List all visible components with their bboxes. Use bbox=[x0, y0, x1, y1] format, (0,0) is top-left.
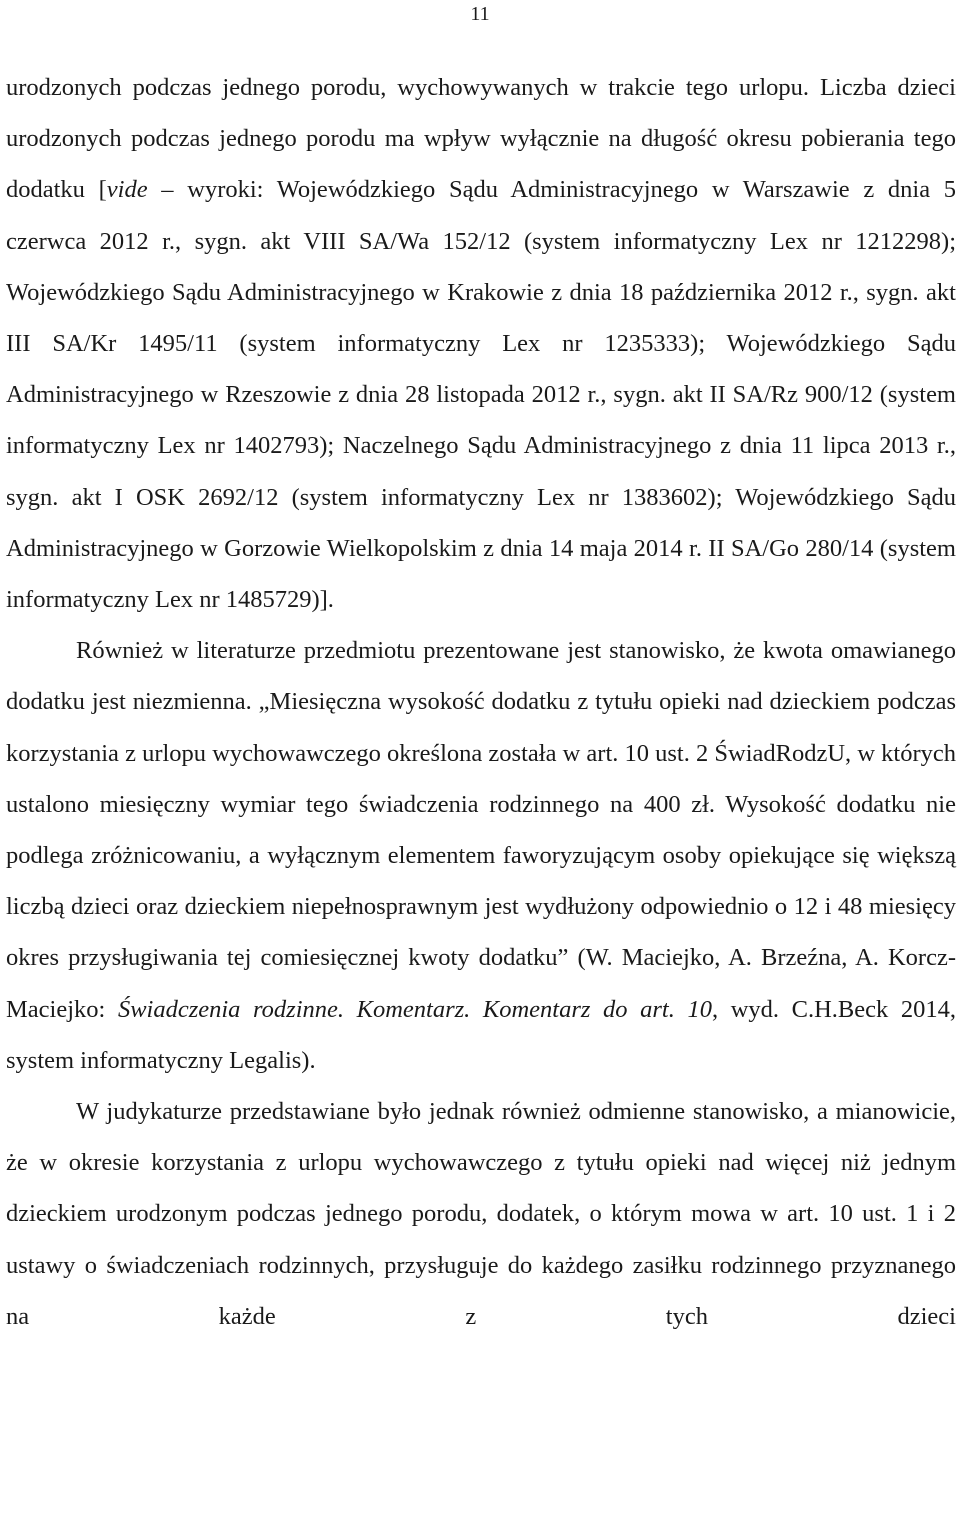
book-title: Świadczenia rodzinne. Komentarz. Komentarz do art. 10 bbox=[117, 995, 712, 1023]
paragraph-literature bbox=[6, 625, 956, 1086]
document-body bbox=[6, 62, 956, 1342]
paragraph-text: W judykaturze przedstawiane było jednak również odmienne stanowisko, a mianowicie, że w okresie korzystania z urlopu wychowawczego z tytułu opieki nad więcej niż jednym dzieckiem urodzonym podczas jednego porodu, dodatek, o którym mowa w art. 10 ust. 1 i 2 ustawy o świadczeniach rodzinnych, przysługuje do każdego zasiłku rodzinnego przyznanego na każde z tych dzieci bbox=[6, 1098, 956, 1330]
paragraph-text: Również w literaturze przedmiotu prezentowane jest stanowisko, że kwota omawianego dodatku jest niezmienna. „Miesięczna wysokość dodatku z tytułu opieki nad dzieckiem podczas korzystania z urlopu wychowawczego określona została w art. 10 ust. 2 ŚwiadRodzU, w których ustalono miesięczny wymiar tego świadczenia rodzinnego na 400 zł. Wysokość dodatku nie podlega zróżnicowaniu, a wyłącznym elementem faworyzującym osoby opiekujące się większą liczbą dzieci oraz dzieckiem niepełnosprawnym jest wydłużony odpowiednio o 12 i 48 miesięcy okres przysługiwania tej comiesięcznej kwoty dodatku” (W. Maciejko, A. Brzeźna, A. Korcz-Maciejko: bbox=[6, 637, 956, 1023]
paragraph-text: urodzonych podczas jednego porodu, wychowywanych w trakcie tego urlopu. Liczba dzieci urodzonych podczas jednego porodu ma wpływ wyłącznie na długość okresu pobierania tego dodatku [ bbox=[6, 74, 956, 204]
paragraph-court-rulings bbox=[6, 62, 956, 625]
page-number: 11 bbox=[470, 3, 490, 25]
paragraph-judicature bbox=[6, 1086, 956, 1342]
paragraph-text: – wyroki: Wojewódzkiego Sądu Administracyjnego w Warszawie z dnia 5 czerwca 2012 r., sygn. akt VIII SA/Wa 152/12 (system informatyczny Lex nr 1212298); Wojewódzkiego Sądu Administracyjnego w Krakowie z dnia 18 października 2012 r., sygn. akt III SA/Kr 1495/11 (system informatyczny Lex nr 1235333); Wojewódzkiego Sądu Administracyjnego w Rzeszowie z dnia 28 listopada 2012 r., sygn. akt II SA/Rz 900/12 (system informatyczny Lex nr 1402793); Naczelnego Sądu Administracyjnego z dnia 11 lipca 2013 r., sygn. akt I OSK 2692/12 (system informatyczny Lex nr 1383602); Wojewódzkiego Sądu Administracyjnego w Gorzowie Wielkopolskim z dnia 14 maja 2014 r. II SA/Go 280/14 (system informatyczny Lex nr 1485729)]. bbox=[6, 176, 957, 614]
paragraph-text: , wyd. C.H.Beck 2014, system informatyczny Legalis). bbox=[6, 995, 956, 1074]
italic-term-vide: vide bbox=[106, 176, 148, 204]
